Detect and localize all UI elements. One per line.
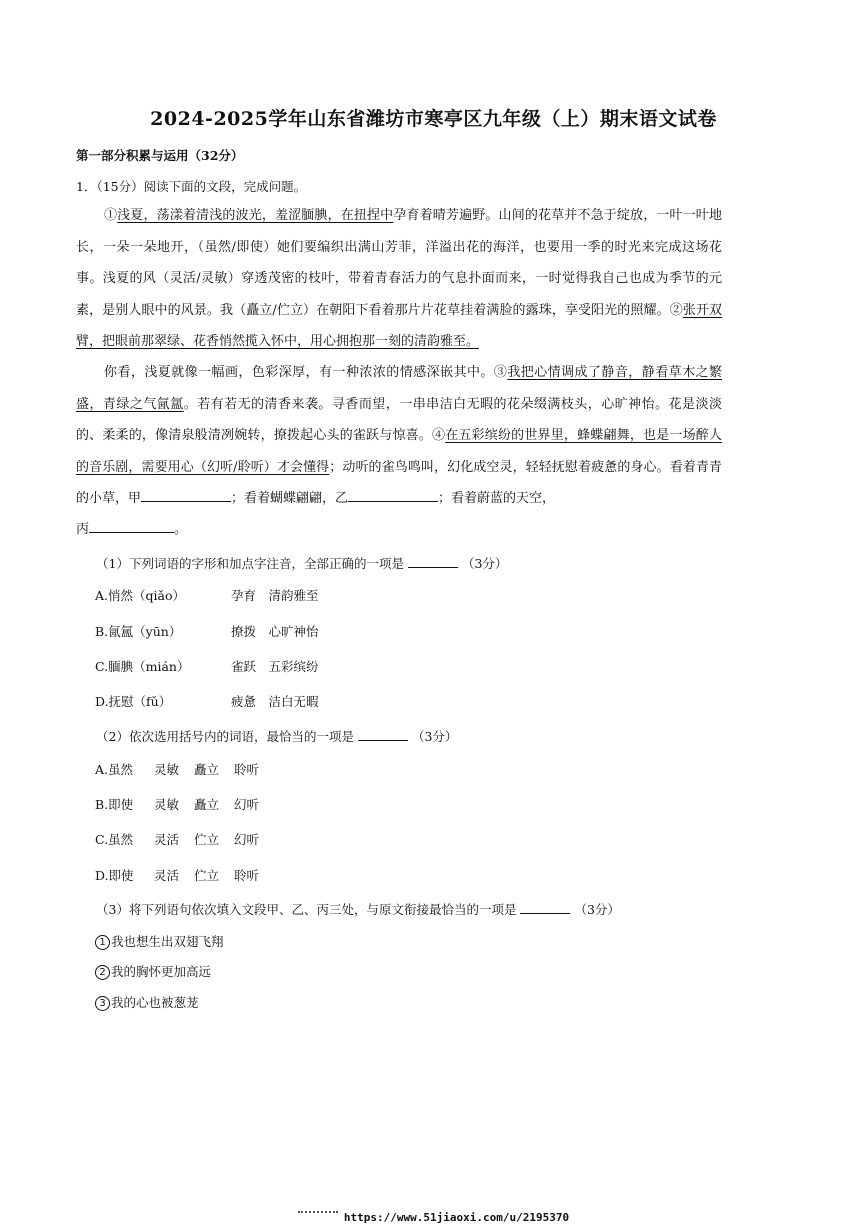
passage-text: ；看着蔚蓝的天空， bbox=[438, 491, 556, 506]
option-word: 幻听 bbox=[234, 832, 260, 847]
passage-paragraph-1 bbox=[76, 200, 722, 358]
option-word: 聆听 bbox=[234, 868, 260, 883]
option-word: 伫立 bbox=[194, 832, 220, 847]
option-word: 幻听 bbox=[234, 797, 260, 812]
passage-text: 你看，浅夏就像一幅画，色彩深厚，有一种浓浓的情感深嵌其中。 bbox=[104, 365, 494, 380]
sentence-item-1 bbox=[95, 932, 224, 950]
answer-blank[interactable] bbox=[358, 726, 408, 741]
passage-text: 。若有若无的清香来袭。寻香而望，一串串洁白无暇的花朵缀满枝头，心旷神怡。花是淡淡的、柔柔的，像清泉般清冽婉转，撩拨起心头的雀跃与惊喜。 bbox=[76, 396, 722, 443]
question-score: （3分） bbox=[461, 556, 508, 571]
option-label: C.腼腆（mián） bbox=[95, 659, 190, 674]
circled-number: 1 bbox=[95, 935, 110, 950]
question-1-2 bbox=[96, 726, 457, 745]
option-words: 撩拨 心旷神怡 bbox=[231, 624, 319, 639]
marker-4: ④ bbox=[432, 428, 446, 443]
question-stem: （3）将下列语句依次填入文段甲、乙、丙三处，与原文衔接最恰当的一项是 bbox=[96, 902, 517, 917]
option-word: 灵敏 bbox=[154, 797, 180, 812]
question-1-heading: 1．（15分）阅读下面的文段，完成问题。 bbox=[76, 179, 307, 194]
option-word: 矗立 bbox=[194, 762, 220, 777]
option-label: B.氤氲（yūn） bbox=[95, 624, 182, 639]
option-label: D.抚慰（fǔ） bbox=[95, 694, 172, 709]
passage-text: ；看着蝴蝶翩翩，乙 bbox=[231, 491, 349, 506]
sentence-text: 我的胸怀更加高远 bbox=[111, 964, 212, 979]
passage-text: 。 bbox=[174, 522, 188, 537]
underlined-sentence-2: 张开双臂，把眼前那翠绿、花香悄然揽入怀中，用心拥抱那一刻的清韵雅至。 bbox=[76, 302, 722, 349]
option-d[interactable] bbox=[95, 866, 259, 884]
question-score: （3分） bbox=[574, 902, 620, 917]
option-word: 聆听 bbox=[234, 762, 260, 777]
passage-text: 丙 bbox=[76, 522, 90, 537]
section-heading: 第一部分积累与运用（32分） bbox=[76, 148, 244, 163]
underlined-sentence-1: 浅夏，荡漾着清浅的波光，羞涩腼腆，在扭捏中 bbox=[117, 208, 394, 223]
underlined-sentence-3: 我把心情调成了静音，静看草木之繁盛，青绿之气氤氲 bbox=[76, 365, 722, 412]
passage-text: 孕育着晴芳遍野 bbox=[393, 208, 486, 223]
answer-blank[interactable] bbox=[520, 899, 570, 914]
option-label: C.虽然 bbox=[95, 832, 134, 847]
option-label: A.虽然 bbox=[95, 762, 134, 777]
passage-text: 。山间的花草并不急于绽放，一叶一叶地长，一朵一朵地开，（虽然/即使）她们要编织出满山芳菲，洋溢出花的海洋，也要用一季的时光来完成这场花事。浅夏的风（灵活/灵敏）穿透茂密的枝叶，带着青春活力的气息扑面而来，一时觉得我自己也成为季节的元素，是别人眼中的风景。我（矗立/伫立）在朝阳下看着那片片花草挂着满脸的露珠，享受阳光的照耀。 bbox=[76, 208, 722, 318]
sentence-item-3 bbox=[95, 993, 199, 1011]
marker-3: ③ bbox=[493, 365, 508, 380]
answer-blank-jia[interactable] bbox=[141, 487, 231, 502]
option-word: 灵敏 bbox=[154, 762, 180, 777]
option-words: 孕育 清韵雅至 bbox=[231, 588, 319, 603]
question-stem: （2）依次选用括号内的词语，最恰当的一项是 bbox=[96, 729, 354, 744]
option-word: 伫立 bbox=[194, 868, 220, 883]
sentence-text: 我也想生出双翅飞翔 bbox=[111, 934, 224, 949]
option-label: A.悄然（qiǎo） bbox=[95, 588, 185, 603]
option-b[interactable] bbox=[95, 622, 319, 640]
question-1-3 bbox=[96, 899, 620, 918]
answer-blank[interactable] bbox=[408, 553, 458, 568]
option-a[interactable] bbox=[95, 760, 259, 778]
option-word: 矗立 bbox=[194, 797, 220, 812]
option-c[interactable] bbox=[95, 657, 319, 675]
option-label: D.即使 bbox=[95, 868, 134, 883]
option-a[interactable] bbox=[95, 586, 319, 604]
footer-watermark bbox=[0, 1211, 867, 1224]
passage-text: ；动听的雀鸟鸣叫，幻化成空灵，轻轻抚慰着疲惫的身心。看着青青的小草，甲 bbox=[76, 459, 722, 506]
circled-number: 3 bbox=[95, 996, 110, 1011]
marker-2: ② bbox=[669, 302, 683, 318]
passage-paragraph-3 bbox=[76, 514, 187, 546]
footer-url[interactable]: https://www.51jiaoxi.com/u/2195370 bbox=[343, 1211, 570, 1224]
option-label: B.即使 bbox=[95, 797, 134, 812]
option-words: 雀跃 五彩缤纷 bbox=[231, 659, 319, 674]
sentence-item-2 bbox=[95, 962, 211, 980]
option-c[interactable] bbox=[95, 830, 259, 848]
question-1-1 bbox=[96, 553, 507, 572]
page-title: 2024-2025学年山东省潍坊市寒亭区九年级（上）期末语文试卷 bbox=[150, 108, 717, 130]
passage-paragraph-2 bbox=[76, 357, 722, 515]
question-stem: （1）下列词语的字形和加点字注音，全部正确的一项是 bbox=[96, 556, 404, 571]
option-words: 疲惫 洁白无暇 bbox=[231, 694, 319, 709]
circled-number: 2 bbox=[95, 965, 110, 980]
underlined-sentence-4: 在五彩缤纷的世界里，蜂蝶翩舞，也是一场醉人的音乐剧，需要用心（幻听/聆听）才会懂得 bbox=[76, 428, 722, 475]
option-b[interactable] bbox=[95, 795, 259, 813]
answer-blank-yi[interactable] bbox=[348, 487, 438, 502]
option-d[interactable] bbox=[95, 692, 319, 710]
question-score: （3分） bbox=[411, 729, 458, 744]
option-word: 灵活 bbox=[154, 832, 180, 847]
marker-1: ① bbox=[104, 208, 118, 223]
option-word: 灵活 bbox=[154, 868, 180, 883]
sentence-text: 我的心也被葱茏 bbox=[111, 995, 199, 1010]
answer-blank-bing[interactable] bbox=[89, 518, 174, 533]
watermark-mark bbox=[298, 1211, 338, 1218]
